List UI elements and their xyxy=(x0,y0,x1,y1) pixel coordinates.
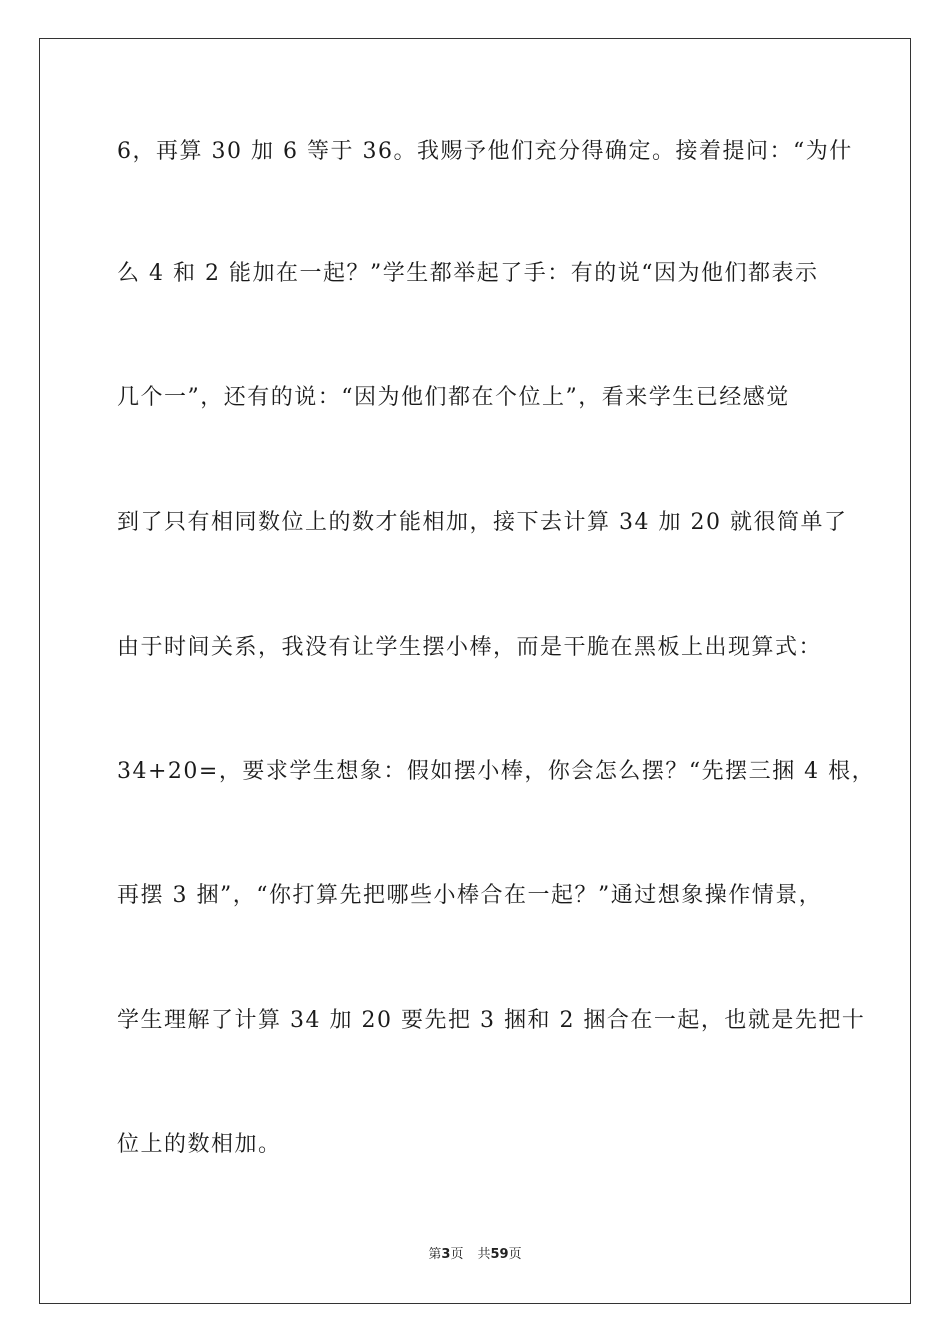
footer-page-suffix: 页 xyxy=(450,1247,464,1262)
page-border xyxy=(39,38,911,1304)
text-line-6: 34+20=，要求学生想象：假如摆小棒，你会怎么摆？“先摆三捆 4 根， xyxy=(117,759,876,784)
text-line-3: 几个一”，还有的说：“因为他们都在个位上”，看来学生已经感觉 xyxy=(117,385,790,410)
footer-page-number: 3 xyxy=(441,1247,451,1262)
footer-total-prefix: 共 xyxy=(477,1247,491,1262)
text-line-5: 由于时间关系，我没有让学生摆小棒，而是干脆在黑板上出现算式： xyxy=(117,635,823,660)
text-line-7: 再摆 3 捆”，“你打算先把哪些小棒合在一起？”通过想象操作情景， xyxy=(117,883,823,908)
footer-total-suffix: 页 xyxy=(508,1247,522,1262)
text-line-2: 么 4 和 2 能加在一起？”学生都举起了手：有的说“因为他们都表示 xyxy=(117,261,819,286)
text-line-8: 学生理解了计算 34 加 20 要先把 3 捆和 2 捆合在一起，也就是先把十 xyxy=(117,1008,866,1033)
footer-page-prefix: 第 xyxy=(428,1247,442,1262)
text-line-1: 6，再算 30 加 6 等于 36。我赐予他们充分得确定。接着提问：“为什 xyxy=(117,139,853,164)
page-footer xyxy=(0,1246,950,1264)
text-line-4: 到了只有相同数位上的数才能相加，接下去计算 34 加 20 就很简单了 xyxy=(117,510,848,535)
footer-total-pages: 59 xyxy=(490,1247,509,1262)
text-line-9: 位上的数相加。 xyxy=(117,1132,282,1157)
